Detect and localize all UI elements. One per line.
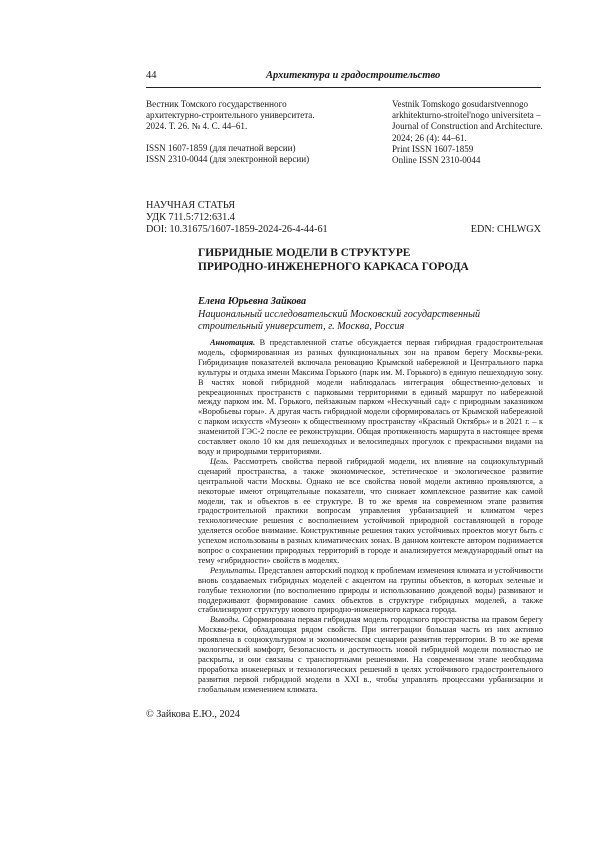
article-type: НАУЧНАЯ СТАТЬЯ bbox=[146, 200, 236, 211]
annotation-label: Аннотация. bbox=[210, 338, 256, 347]
abstract-annotation: Аннотация. В представленной статье обсуждается первая гибридная градостроительная модель, сформированная из разных функциональных зон на правом берегу Москвы-реки. Гибридизация показателей включала реновацию Крымской набережной и Центрального парка культуры и отдыха имени Максима Горького (парк им. М. Горького) в единую пешеходную зону. В частях новой гибридной модели наблюдалась интеграция общественно-деловых и рекреационных пространств с парковыми территориями в единый маршрут по набережной между парком им. М. Горького, пейзажным парком «Нескучный сад» с природным заказником «Воробьевы горы». А другая часть гибридной модели сформировалась от Крымской набережной с парком искусств «Музеон» к общественному пространству «Красный Октябрь» и в 2021 г. – к знаменитой ГЭС-2 после ее реконструкции. Общая протяженность маршрута в настоящее время составляет около 10 км для пешеходных и велосипедных прогулок с прекрасными видами на воду и природными территориями. bbox=[198, 338, 543, 456]
abstract-conclusions: Выводы. Сформирована первая гибридная модель городского пространства на правом берегу Москвы-реки, обладающая рядом свойств. При интеграции большая часть из них активно проявлена в социокультурном и экономическом сценарии развития территории. В то же время экологический комфорт, безопасность и доступность новой гибридной модели полностью не раскрыты, и они связаны с транспортными решениями. На современном этапе необходима проработка инженерных и технологических решений в целях устойчивого градостроительного развития первой гибридной модели в XXI в., чтобы управлять процессами урбанизации и глобальным изменением климата. bbox=[198, 615, 543, 694]
abstract-goal: Цель. Рассмотреть свойства первой гибридной модели, их влияние на социокультурный сценарий пространства, а также экономическое, эстетическое и экологическое развитие центральной части Москвы. Однако не все свойства новой модели активно проявляются, а некоторые имеют отрицательные показатели, что снижает комплексное развитие как самой модели, так и объектов в ее структуре. В то же время на современном этапе развития градостроительной практики вопросам управления урбанизацией и климатом через технологические решения с восполнением устойчивой природной составляющей в городе уделяется особое внимание. Конструктивные решения таких устойчивых проектов могут быть с успехом использованы в разных климатических зонах. В данном контексте автором поднимается вопрос о сохранении природных территорий в городе и анализируется международный опыт на тему «гибридности» свойств в моделях. bbox=[198, 456, 544, 565]
issn-online: Online ISSN 2310-0044 bbox=[392, 155, 481, 166]
affiliation: Национальный исследовательский Московский государственный строительный университет, г. Москва, Россия bbox=[198, 308, 481, 332]
page-number: 44 bbox=[146, 70, 157, 81]
running-header bbox=[146, 70, 541, 86]
conclusions-label: Выводы. bbox=[210, 615, 241, 625]
author-name: Елена Юрьевна Зайкова bbox=[198, 296, 307, 307]
header-divider bbox=[146, 87, 541, 88]
title-line: ГИБРИДНЫЕ МОДЕЛИ В СТРУКТУРЕ bbox=[198, 247, 411, 259]
title-line: ПРИРОДНО-ИНЖЕНЕРНОГО КАРКАСА ГОРОДА bbox=[198, 260, 469, 273]
doi: DOI: 10.31675/1607-1859-2024-26-4-44-61 bbox=[146, 223, 328, 235]
copyright: © Зайкова Е.Ю., 2024 bbox=[146, 709, 240, 720]
running-title: Архитектура и градостроительство bbox=[266, 70, 441, 81]
journal-line: архитектурно-строительного университета. bbox=[146, 110, 315, 121]
udc: УДК 711.5:712:631.4 bbox=[146, 211, 235, 223]
issn-print: Print ISSN 1607-1859 bbox=[392, 143, 474, 154]
article-title bbox=[198, 247, 543, 274]
author-block bbox=[198, 296, 543, 334]
journal-info-en bbox=[392, 99, 547, 166]
journal-line: 2024; 26 (4): 44–61. bbox=[392, 132, 467, 143]
issn-online: ISSN 2310-0044 (для электронной версии) bbox=[146, 153, 310, 164]
abstract bbox=[198, 338, 543, 695]
abstract-results: Результаты. Представлен авторский подход к проблемам изменения климата и устойчивости вновь создаваемых гибридных моделей с акцентом на группы объектов, в которых зеленые и голубые технологии (по восполнению природы и использованию дождевой воды) развивают и поддерживают формирование самих объектов в структуре гибридных моделей, а также стабилизируют структуру нового природно-инженерного каркаса города. bbox=[198, 565, 543, 615]
journal-line: Journal of Construction and Architecture. bbox=[392, 121, 543, 132]
edn: EDN: CHLWGX bbox=[470, 223, 541, 235]
issn-print: ISSN 1607-1859 (для печатной версии) bbox=[146, 142, 296, 153]
journal-line: 2024. Т. 26. № 4. С. 44–61. bbox=[146, 121, 248, 132]
results-label: Результаты. bbox=[210, 565, 257, 575]
article-meta bbox=[146, 200, 541, 235]
journal-info-ru bbox=[146, 99, 356, 165]
journal-line: arkhitekturno-stroitel'nogo universiteta – bbox=[392, 110, 541, 121]
journal-line: Вестник Томского государственного bbox=[146, 99, 287, 109]
goal-label: Цель. bbox=[210, 456, 229, 466]
journal-line: Vestnik Tomskogo gosudarstvennogo bbox=[392, 99, 529, 109]
